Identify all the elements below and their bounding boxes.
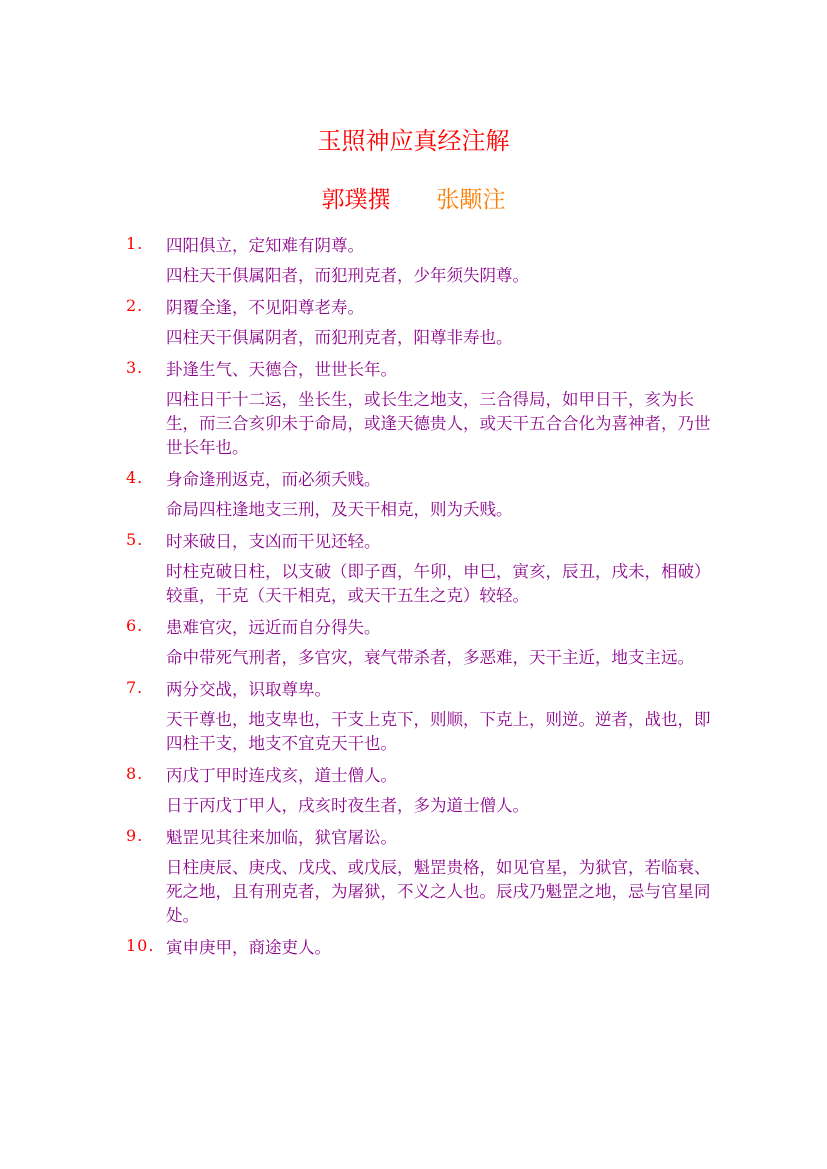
list-item: [126, 764, 716, 818]
annotator-name: 张颙注: [436, 187, 506, 213]
author-name: 郭璞撰: [321, 187, 391, 213]
entry-verse: 魁罡见其往来加临，狱官屠讼。: [166, 828, 397, 847]
entry-verse: 寅申庚甲，商途吏人。: [166, 938, 331, 957]
entry-annotation: 天干尊也，地支卑也，干支上克下，则顺，下克上，则逆。逆者，战也，即四柱干支，地支不宜克天干也。: [166, 710, 711, 753]
entry-verse: 身命逢刑返克，而必须夭贱。: [166, 470, 381, 489]
entry-number: 5.: [126, 530, 144, 549]
entry-annotation: 命局四柱逢地支三刑，及天干相克，则为夭贱。: [166, 500, 513, 519]
entry-number: 10.: [126, 936, 155, 955]
entry-number: 9.: [126, 826, 144, 845]
entry-verse: 阴覆全逢，不见阳尊老寿。: [166, 298, 364, 317]
entry-annotation: 命中带死气刑者，多官灾，衰气带杀者，多恶难，天干主近，地支主远。: [166, 648, 694, 667]
entry-verse: 时来破日，支凶而干见还轻。: [166, 532, 381, 551]
list-item: [126, 826, 716, 928]
entry-verse: 卦逢生气、天德合，世世长年。: [166, 360, 397, 379]
entry-annotation: 四柱天干俱属阴者，而犯刑克者，阳尊非寿也。: [166, 328, 513, 347]
entry-annotation: 日柱庚辰、庚戌、戊戌、或戊辰，魁罡贵格，如见官星，为狱官，若临衰、死之地，且有刑克者，为屠狱，不义之人也。辰戌乃魁罡之地，忌与官星同处。: [166, 858, 711, 925]
byline: [0, 181, 827, 214]
list-item: [126, 936, 716, 960]
list-item: [126, 296, 716, 350]
page-title: 玉照神应真经注解: [317, 127, 510, 155]
entry-annotation: 四柱日干十二运，坐长生，或长生之地支，三合得局，如甲日干，亥为长生，而三合亥卯未于命局，或逢天德贵人，或天干五合合化为喜神者，乃世世长年也。: [166, 390, 711, 457]
list-item: [126, 530, 716, 608]
entry-number: 7.: [126, 678, 144, 697]
entry-list: [126, 226, 716, 966]
entry-verse: 丙戊丁甲时连戌亥，道士僧人。: [166, 766, 397, 785]
entry-number: 3.: [126, 358, 144, 377]
entry-verse: 两分交战，识取尊卑。: [166, 680, 331, 699]
entry-number: 1.: [126, 234, 144, 253]
entry-number: 2.: [126, 296, 144, 315]
entry-number: 4.: [126, 468, 144, 487]
list-item: [126, 678, 716, 756]
entry-annotation: 日于丙戊丁甲人，戌亥时夜生者，多为道士僧人。: [166, 796, 529, 815]
list-item: [126, 234, 716, 288]
entry-verse: 患难官灾，远近而自分得失。: [166, 618, 381, 637]
entry-annotation: 四柱天干俱属阳者，而犯刑克者，少年须失阴尊。: [166, 266, 529, 285]
list-item: [126, 616, 716, 670]
entry-number: 8.: [126, 764, 144, 783]
entry-annotation: 时柱克破日柱，以支破（即子酉，午卯，申巳，寅亥，辰丑，戌未，相破）较重，干克（天干相克，或天干五生之克）较轻。: [166, 562, 711, 605]
entry-number: 6.: [126, 616, 144, 635]
list-item: [126, 358, 716, 460]
entry-verse: 四阳俱立，定知难有阴尊。: [166, 236, 364, 255]
list-item: [126, 468, 716, 522]
